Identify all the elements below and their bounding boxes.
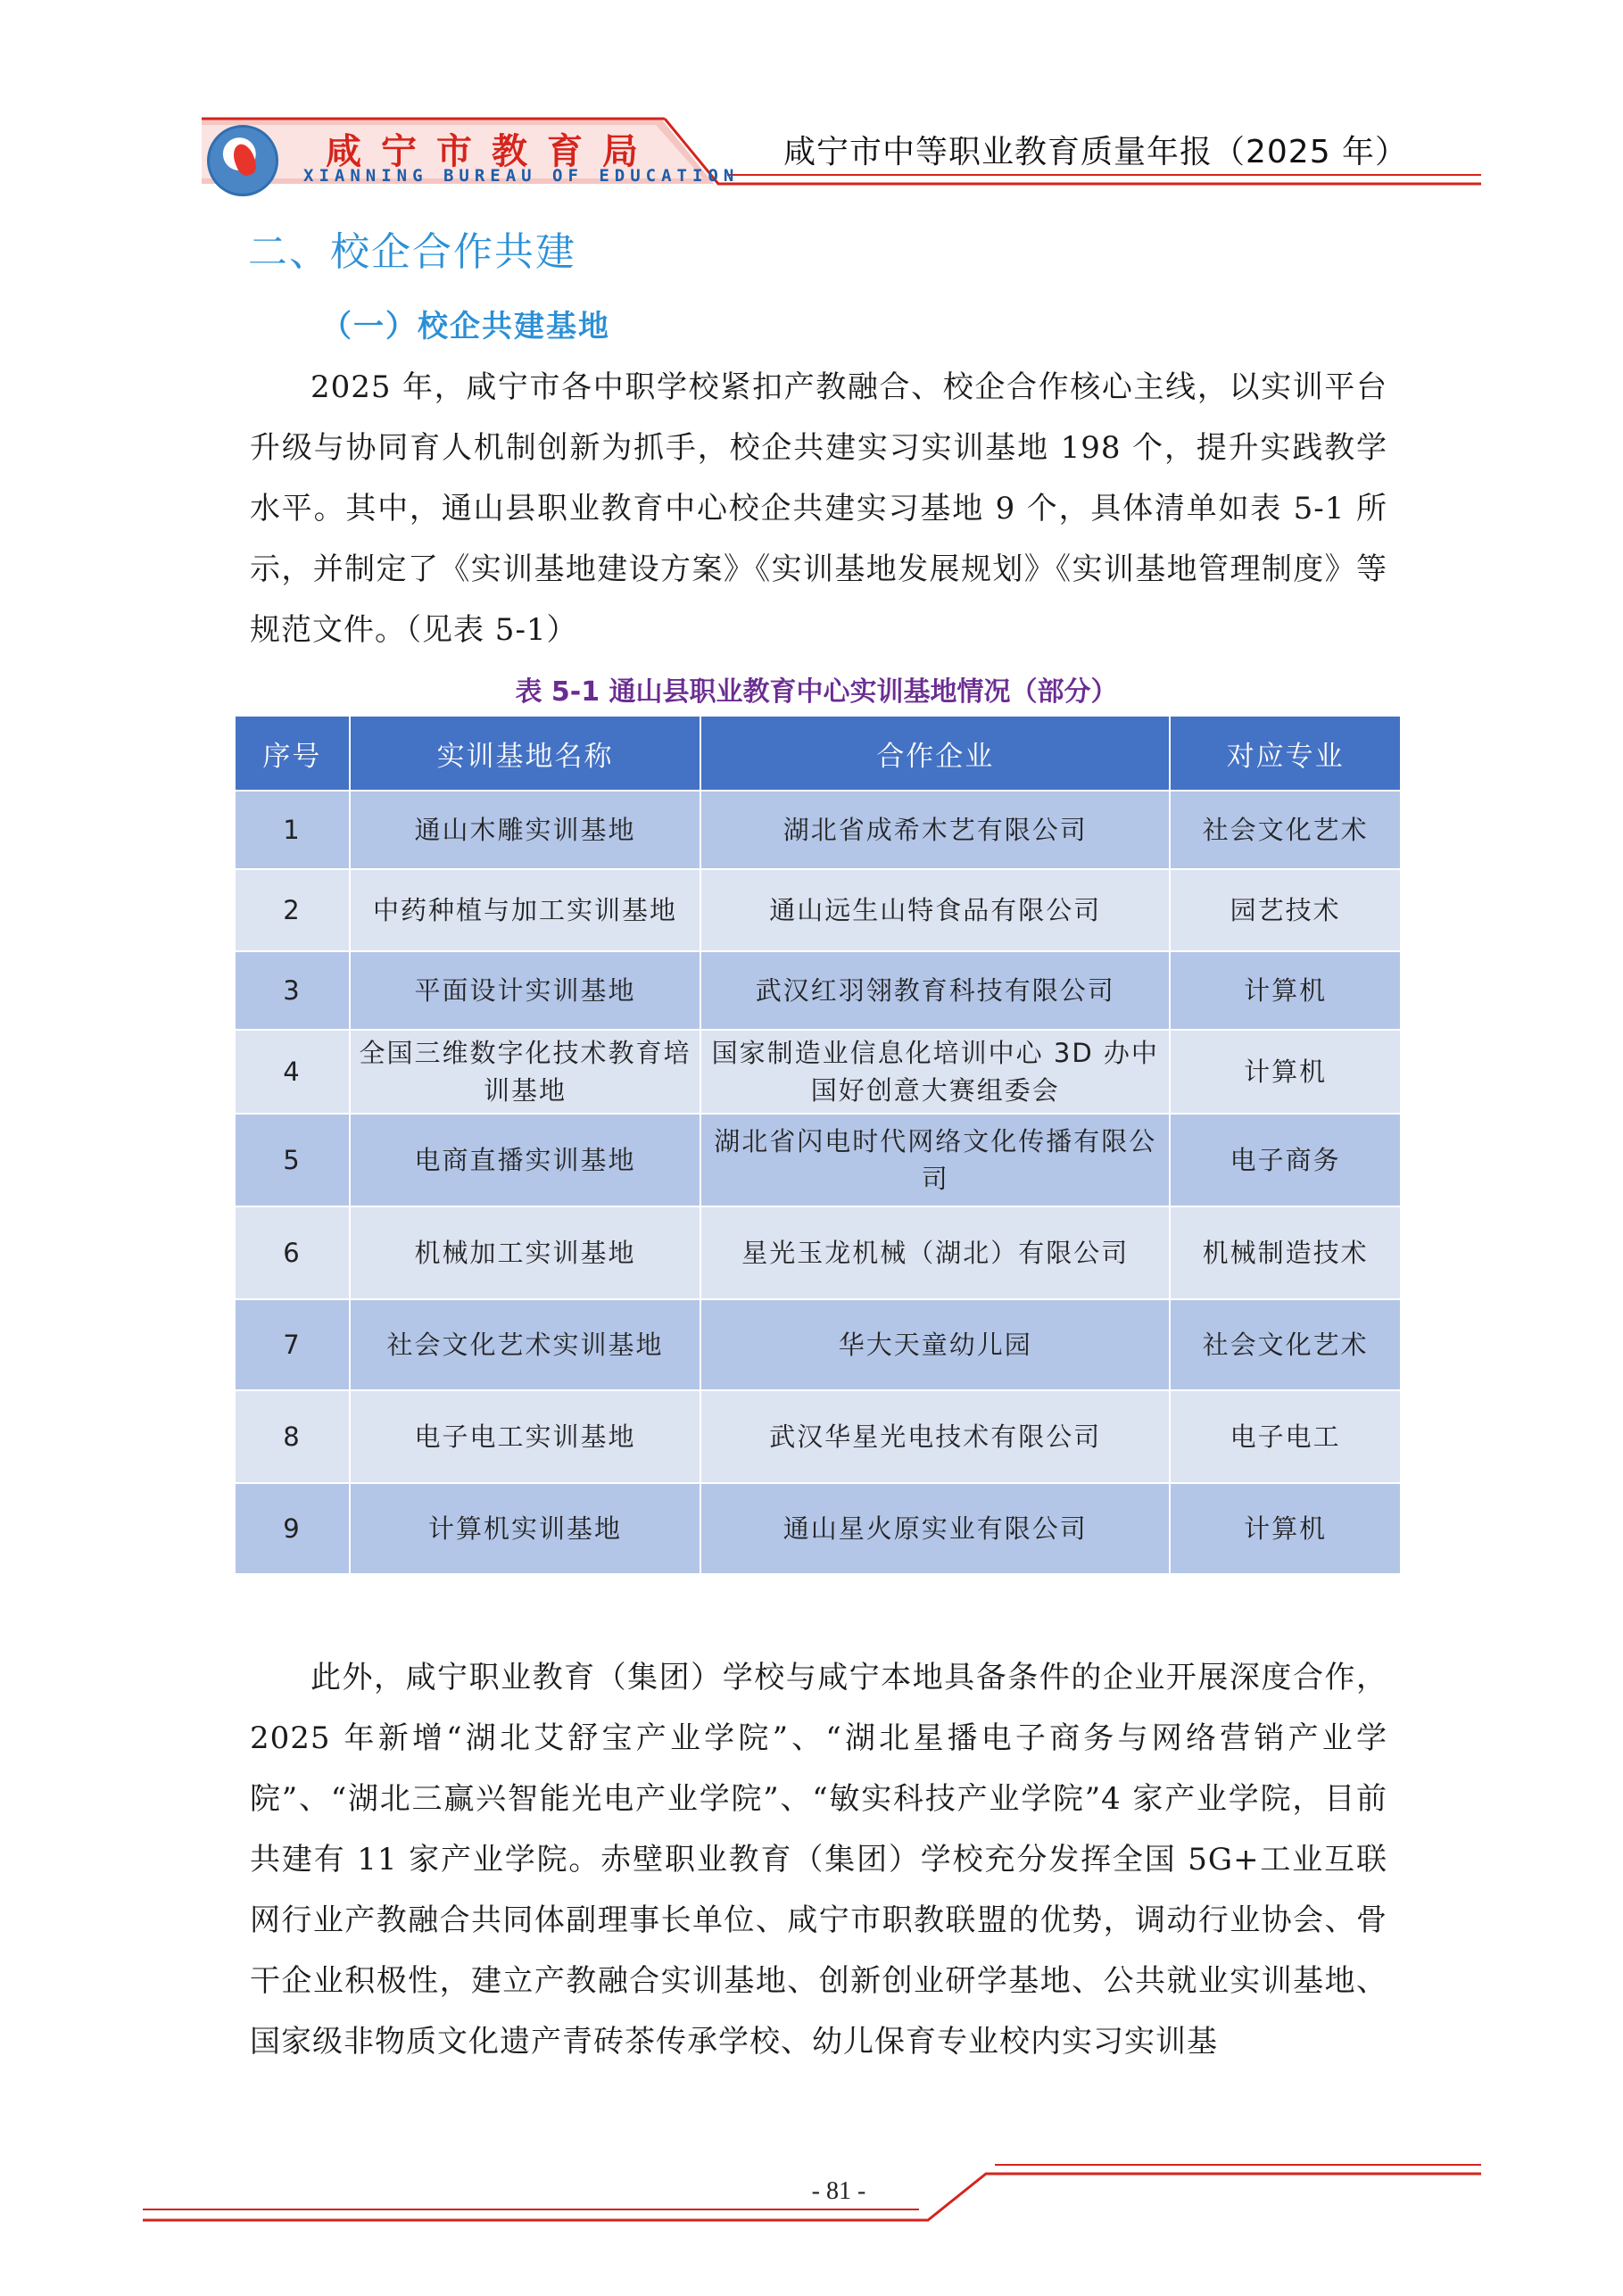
cell-base: 电子电工实训基地 bbox=[351, 1391, 700, 1482]
column-header-no: 序号 bbox=[236, 717, 349, 790]
cell-major: 园艺技术 bbox=[1171, 870, 1400, 950]
column-header-major: 对应专业 bbox=[1171, 717, 1400, 790]
cell-base: 中药种植与加工实训基地 bbox=[351, 870, 700, 950]
table-row bbox=[236, 1115, 1400, 1206]
cell-company: 湖北省闪电时代网络文化传播有限公司 bbox=[701, 1115, 1169, 1206]
report-title: 咸宁市中等职业教育质量年报（2025 年） bbox=[783, 134, 1409, 170]
cell-company: 武汉红羽翎教育科技有限公司 bbox=[701, 952, 1169, 1029]
education-bureau-logo-icon bbox=[207, 125, 278, 196]
cell-major: 电子商务 bbox=[1171, 1115, 1400, 1206]
section-heading: 二、校企合作共建 bbox=[248, 229, 576, 275]
cell-base: 通山木雕实训基地 bbox=[351, 792, 700, 868]
table-row bbox=[236, 952, 1400, 1029]
logo-figure-icon bbox=[230, 141, 260, 178]
table-row bbox=[236, 1300, 1400, 1389]
cell-major: 社会文化艺术 bbox=[1171, 1300, 1400, 1389]
table-row bbox=[236, 1031, 1400, 1113]
column-header-base: 实训基地名称 bbox=[351, 717, 700, 790]
sub-heading: （一）校企共建基地 bbox=[321, 309, 610, 344]
training-base-table bbox=[234, 715, 1402, 1575]
cell-no: 2 bbox=[236, 870, 349, 950]
cell-major: 计算机 bbox=[1171, 1031, 1400, 1113]
cell-no: 6 bbox=[236, 1207, 349, 1298]
cell-no: 3 bbox=[236, 952, 349, 1029]
body-paragraph-2: 此外，咸宁职业教育（集团）学校与咸宁本地具备条件的企业开展深度合作，2025 年新增“湖北艾舒宝产业学院”、“湖北星播电子商务与网络营销产业学院”、“湖北三赢兴智能光电产业学院”、“敏实科技产业学院”4 家产业学院，目前共建有 11 家产业学院。赤壁职业教育（集团）学校充分发挥全国 5G+工业互联网行业产教融合共同体副理事长单位、咸宁市职教联盟的优势，调动行业协会、骨干企业积极性，建立产教融合实训基地、创新创业研学基地、公共就业实训基地、国家级非物质文化遗产青砖茶传承学校、幼儿保育专业校内实习实训基 bbox=[250, 1660, 1387, 2060]
cell-major: 电子电工 bbox=[1171, 1391, 1400, 1482]
cell-base: 计算机实训基地 bbox=[351, 1484, 700, 1573]
cell-company: 国家制造业信息化培训中心 3D 办中国好创意大赛组委会 bbox=[701, 1031, 1169, 1113]
cell-no: 8 bbox=[236, 1391, 349, 1482]
cell-base: 电商直播实训基地 bbox=[351, 1115, 700, 1206]
cell-no: 5 bbox=[236, 1115, 349, 1206]
cell-no: 1 bbox=[236, 792, 349, 868]
cell-no: 9 bbox=[236, 1484, 349, 1573]
cell-company: 通山星火原实业有限公司 bbox=[701, 1484, 1169, 1573]
org-name-cn: 咸宁市教育局 bbox=[326, 130, 658, 172]
body-paragraph-1: 2025 年，咸宁市各中职学校紧扣产教融合、校企合作核心主线，以实训平台升级与协同育人机制创新为抓手，校企共建实习实训基地 198 个，提升实践教学水平。其中，通山县职业教育中心校企共建实习基地 9 个，具体清单如表 5-1 所示，并制定了《实训基地建设方案》《实训基地发展规划》《实训基地管理制度》等规范文件。（见表 5-1） bbox=[250, 369, 1387, 648]
cell-major: 计算机 bbox=[1171, 952, 1400, 1029]
cell-base: 机械加工实训基地 bbox=[351, 1207, 700, 1298]
cell-company: 湖北省成希木艺有限公司 bbox=[701, 792, 1169, 868]
table-row bbox=[236, 870, 1400, 950]
page-number: - 81 - bbox=[811, 2177, 866, 2205]
cell-no: 7 bbox=[236, 1300, 349, 1389]
table-caption: 表 5-1 通山县职业教育中心实训基地情况（部分） bbox=[515, 676, 1118, 708]
column-header-company: 合作企业 bbox=[701, 717, 1169, 790]
cell-major: 计算机 bbox=[1171, 1484, 1400, 1573]
table-row bbox=[236, 1391, 1400, 1482]
cell-major: 机械制造技术 bbox=[1171, 1207, 1400, 1298]
cell-major: 社会文化艺术 bbox=[1171, 792, 1400, 868]
cell-company: 通山远生山特食品有限公司 bbox=[701, 870, 1169, 950]
cell-no: 4 bbox=[236, 1031, 349, 1113]
cell-base: 平面设计实训基地 bbox=[351, 952, 700, 1029]
org-name-en: XIANNING BUREAU OF EDUCATION bbox=[303, 166, 740, 186]
table-row bbox=[236, 1207, 1400, 1298]
table-row bbox=[236, 1484, 1400, 1573]
cell-base: 社会文化艺术实训基地 bbox=[351, 1300, 700, 1389]
cell-base: 全国三维数字化技术教育培训基地 bbox=[351, 1031, 700, 1113]
cell-company: 武汉华星光电技术有限公司 bbox=[701, 1391, 1169, 1482]
table-header-row bbox=[236, 717, 1400, 790]
cell-company: 华大天童幼儿园 bbox=[701, 1300, 1169, 1389]
table-row bbox=[236, 792, 1400, 868]
cell-company: 星光玉龙机械（湖北）有限公司 bbox=[701, 1207, 1169, 1298]
